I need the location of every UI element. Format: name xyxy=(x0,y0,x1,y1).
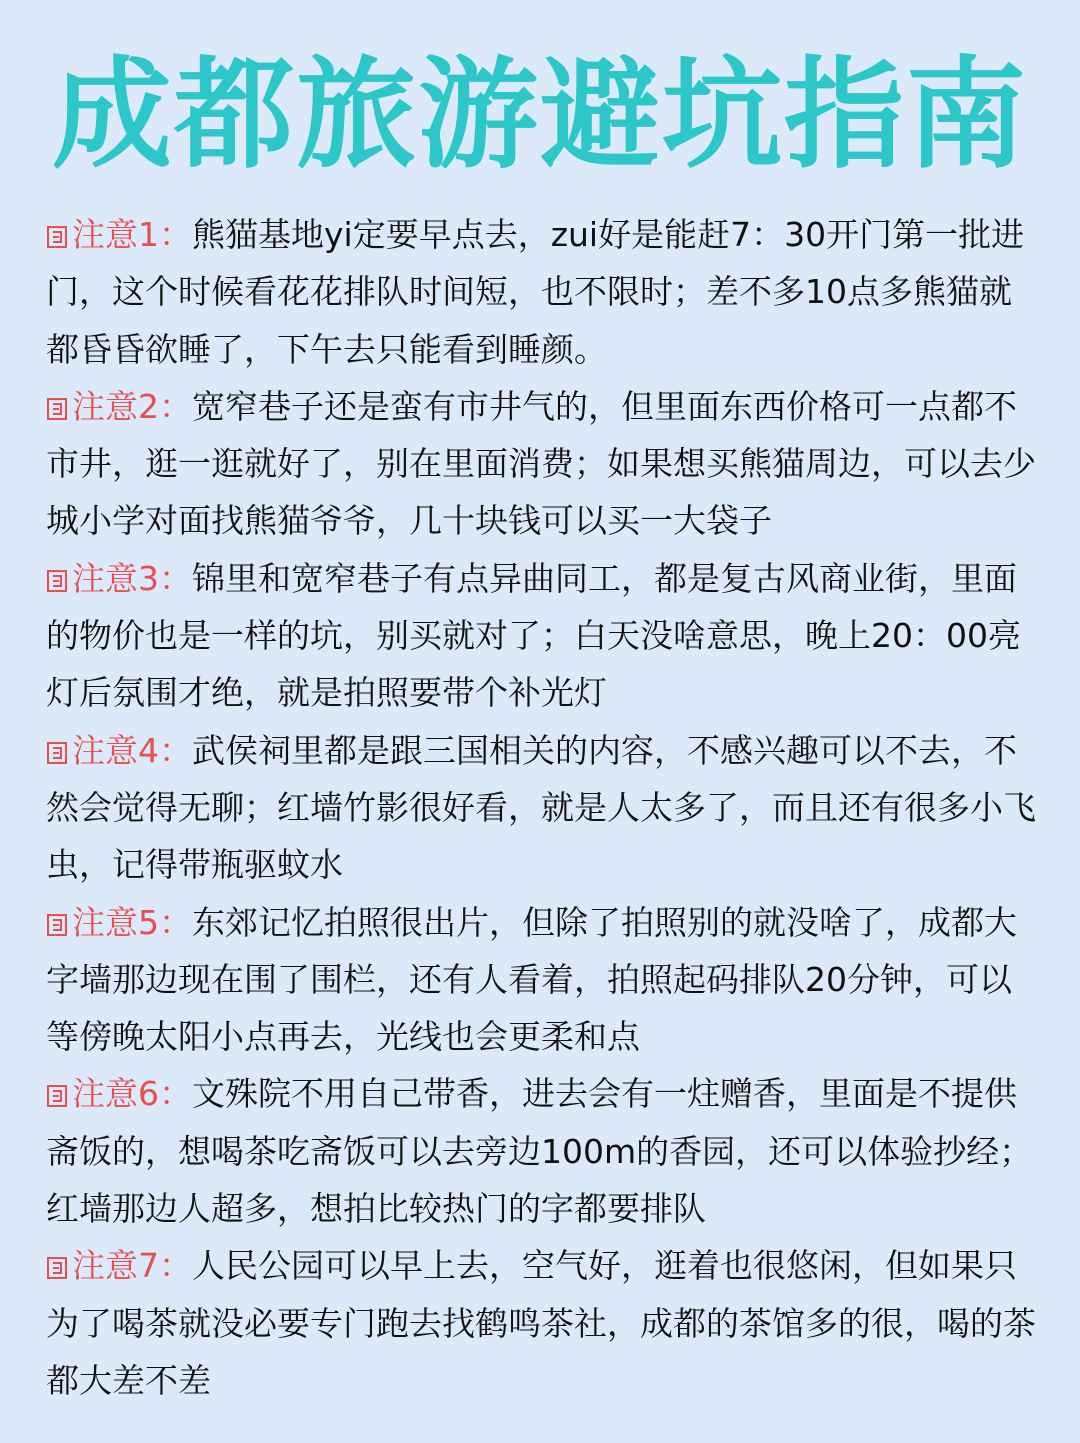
note-item-7 xyxy=(46,1237,1036,1409)
note-text: 文殊院不用自己带香，进去会有一炷赠香，里面是不提供斋饭的，想喝茶吃斋饭可以去旁边100m的香园，还可以体验抄经；红墙那边人超多，想拍比较热门的字都要排队 xyxy=(46,1074,1033,1229)
note-marker-icon xyxy=(46,397,68,421)
note-marker-icon xyxy=(46,1084,68,1108)
note-marker-icon xyxy=(46,741,68,765)
note-item-4 xyxy=(46,722,1036,894)
note-text: 熊猫基地yi定要早点去，zui好是能赶7：30开门第一批进门，这个时候看花花排队时间短，也不限时；差不多10点多熊猫就都昏昏欲睡了，下午去只能看到睡颜。 xyxy=(46,215,1025,369)
note-item-6 xyxy=(46,1065,1036,1237)
note-label: 注意3： xyxy=(72,558,192,598)
note-item-2 xyxy=(46,378,1036,550)
note-text: 东郊记忆拍照很出片，但除了拍照别的就没啥了，成都大字墙那边现在围了围栏，还有人看着，拍照起码排队20分钟，可以等傍晚太阳小点再去，光线也会更柔和点 xyxy=(46,902,1017,1057)
note-item-5 xyxy=(46,894,1036,1066)
note-marker-icon xyxy=(46,1256,68,1280)
page-title: 成都旅游避坑指南 xyxy=(52,46,1028,185)
note-label: 注意7： xyxy=(72,1246,192,1286)
note-text: 人民公园可以早上去，空气好，逛着也很悠闲，但如果只为了喝茶就没必要专门跑去找鹤鸣茶社，成都的茶馆多的很，喝的茶都大差不差 xyxy=(46,1246,1036,1400)
note-item-3 xyxy=(46,550,1036,722)
note-label: 注意2： xyxy=(72,386,192,426)
note-label: 注意1： xyxy=(72,215,192,254)
note-text: 宽窄巷子还是蛮有市井气的，但里面东西价格可一点都不市井，逛一逛就好了，别在里面消费；如果想买熊猫周边，可以去少城小学对面找熊猫爷爷，几十块钱可以买一大袋子 xyxy=(46,386,1036,541)
note-label: 注意6： xyxy=(72,1074,192,1114)
note-item-1 xyxy=(46,206,1036,378)
notes-list xyxy=(46,206,1036,1409)
note-marker-icon xyxy=(46,569,68,593)
note-text: 武侯祠里都是跟三国相关的内容，不感兴趣可以不去，不然会觉得无聊；红墙竹影很好看，就是人太多了，而且还有很多小飞虫，记得带瓶驱蚊水 xyxy=(46,730,1036,885)
note-marker-icon xyxy=(46,913,68,937)
note-marker-icon xyxy=(46,225,68,249)
note-text: 锦里和宽窄巷子有点异曲同工，都是复古风商业街，里面的物价也是一样的坑，别买就对了；白天没啥意思，晚上20：00亮灯后氛围才绝，就是拍照要带个补光灯 xyxy=(46,558,1021,713)
note-label: 注意5： xyxy=(72,902,192,942)
note-label: 注意4： xyxy=(72,730,192,770)
